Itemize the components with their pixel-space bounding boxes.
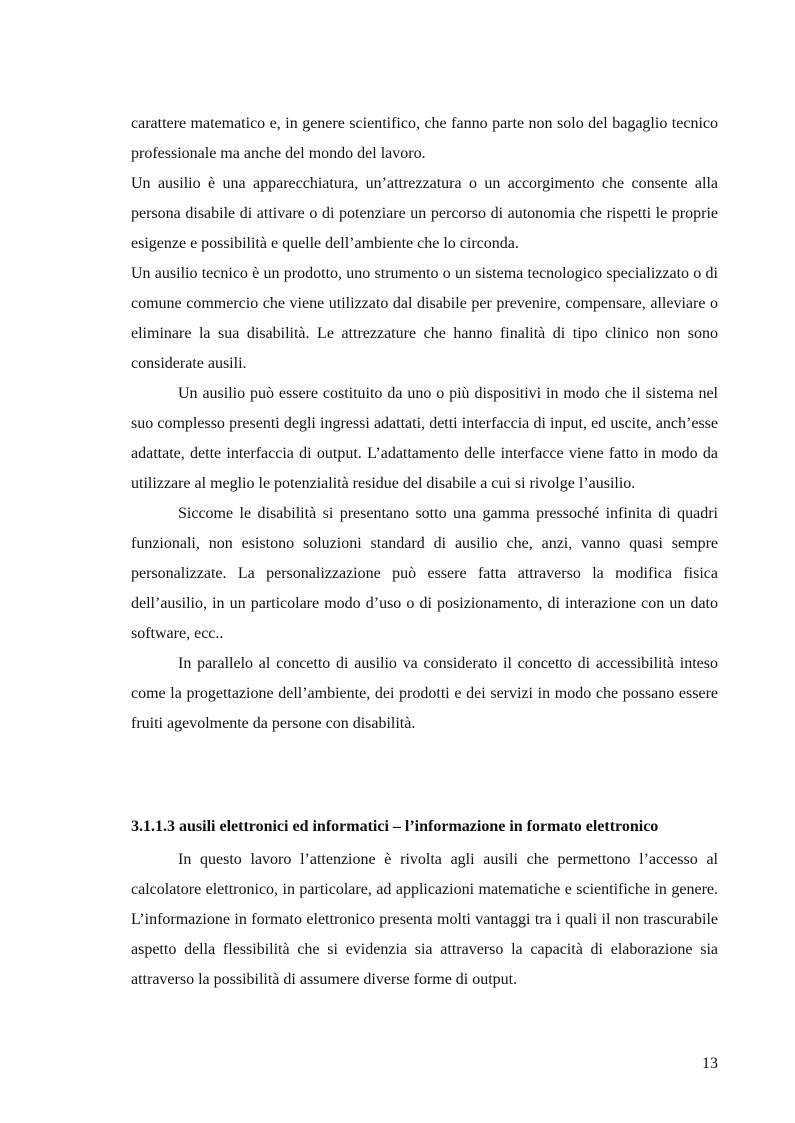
paragraph-dispositivi: Un ausilio può essere costituito da uno o più dispositivi in modo che il sistema nel suo complesso presenti degli ingressi adattati, detti interfaccia di input, ed uscite, anch’esse adattate, dette interfaccia di output. L’adattamento delle interfacce viene fatto in modo da utilizzare al meglio le potenzialità residue del disabile a cui si rivolge l’ausilio. — [131, 385, 718, 492]
paragraph-ausilio-definition: Un ausilio è una apparecchiatura, un’attrezzatura o un accorgimento che consente alla persona disabile di attivare o di potenziare un percorso di autonomia che rispetti le proprie esigenze e possibilità e quelle dell’ambiente che lo circonda. — [131, 175, 718, 252]
page-number: 13 — [702, 1055, 718, 1072]
paragraph-disabilita: Siccome le disabilità si presentano sotto una gamma pressoché infinita di quadri funzionali, non esistono soluzioni standard di ausilio che, anzi, vanno quasi sempre personalizzate. La personalizzazione può essere fatta attraverso la modifica fisica dell’ausilio, in un particolare modo d’uso o di posizionamento, di interazione con un dato software, ecc.. — [131, 505, 718, 642]
paragraph-ausilio-tecnico: Un ausilio tecnico è un prodotto, uno strumento o un sistema tecnologico specializzato o di comune commercio che viene utilizzato dal disabile per prevenire, compensare, alleviare o eliminare la sua disabilità. Le attrezzature che hanno finalità di tipo clinico non sono considerate ausili. — [131, 265, 718, 372]
paragraph-accessibilita: In parallelo al concetto di ausilio va considerato il concetto di accessibilità inteso come la progettazione dell’ambiente, dei prodotti e dei servizi in modo che possano essere fruiti agevolmente da persone con disabilità. — [131, 655, 718, 732]
paragraph-continuation: carattere matematico e, in genere scientifico, che fanno parte non solo del bagaglio tecnico professionale ma anche del mondo del lavoro. — [131, 115, 718, 162]
body-text — [131, 109, 718, 739]
paragraph-formato-elettronico: In questo lavoro l’attenzione è rivolta agli ausili che permettono l’accesso al calcolatore elettronico, in particolare, ad applicazioni matematiche e scientifiche in genere. L’informazione in formato elettronico presenta molti vantaggi tra i quali il non trascurabile aspetto della flessibilità che si evidenzia sia attraverso la capacità di elaborazione sia attraverso la possibilità di assumere diverse forme di output. — [131, 851, 718, 988]
section-heading: 3.1.1.3 ausili elettronici ed informatici – l’informazione in formato elettronico — [131, 818, 659, 835]
section-body — [131, 845, 718, 995]
